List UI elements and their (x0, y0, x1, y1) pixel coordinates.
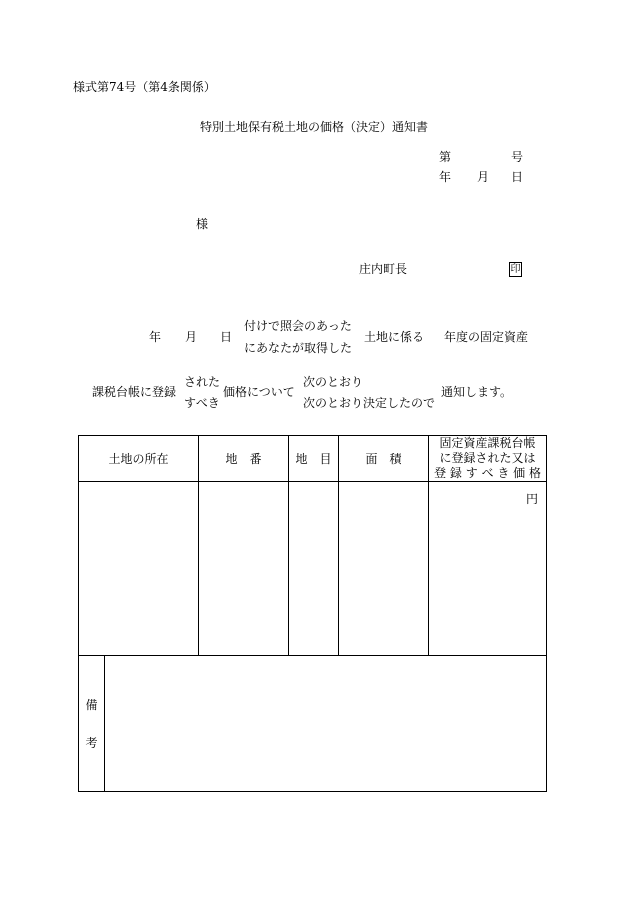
body-month: 月 (185, 330, 198, 344)
header-price-line1: 固定資産課税台帳 (439, 436, 536, 450)
document-title: 特別土地保有税土地の価格（決定）通知書 (200, 120, 429, 134)
header-area: 面 積 (339, 436, 429, 482)
header-lot-number: 地 番 (199, 436, 289, 482)
cell-land-category[interactable] (289, 482, 339, 656)
remarks-label (79, 656, 105, 792)
fixed-asset-year-text: 年度の固定資産 (444, 330, 529, 344)
header-location: 土地の所在 (79, 436, 199, 482)
cell-area[interactable] (339, 482, 429, 656)
choice-acquired: にあなたが取得した (244, 341, 353, 355)
seal-mark: 印 (510, 264, 521, 275)
remarks-row (79, 656, 547, 792)
about-price-text: 価格について (223, 385, 295, 399)
form-number: 様式第74号（第4条関係） (73, 80, 216, 94)
header-price-line3: 登 録 す べ き 価 格 (434, 466, 541, 480)
registered-choice: された (184, 375, 221, 389)
remarks-content[interactable] (105, 656, 547, 792)
land-of-text: 土地に係る (364, 330, 425, 344)
doc-number-prefix: 第 (439, 150, 452, 164)
notify-text: 通知します。 (441, 385, 513, 399)
yen-unit: 円 (526, 492, 539, 506)
ledger-text: 課税台帳に登録 (92, 385, 177, 399)
choice-inquired: 付けで照会のあった (244, 319, 352, 333)
header-price-line2: に登録された又は (439, 451, 536, 465)
as-follows-decided-choice: 次のとおり決定したので (303, 396, 436, 410)
body-day: 日 (220, 330, 233, 344)
body-year: 年 (149, 330, 162, 344)
as-follows-choice: 次のとおり (303, 375, 364, 389)
to-register-choice: すべき (184, 396, 220, 410)
remarks-char-1: 備 (85, 697, 98, 712)
cell-lot-number[interactable] (199, 482, 289, 656)
date-year: 年 (439, 170, 452, 184)
header-price (429, 436, 547, 482)
sender-name: 庄内町長 (359, 262, 408, 276)
remarks-char-2: 考 (85, 735, 98, 750)
date-month: 月 (477, 170, 490, 184)
addressee-suffix: 様 (196, 217, 209, 231)
cell-location[interactable] (79, 482, 199, 656)
doc-number-suffix: 号 (511, 150, 524, 164)
land-price-table (78, 435, 547, 792)
cell-price[interactable] (429, 482, 547, 656)
table-data-row (79, 482, 547, 656)
header-land-category: 地 目 (289, 436, 339, 482)
date-day: 日 (511, 170, 524, 184)
table-header-row (79, 436, 547, 482)
